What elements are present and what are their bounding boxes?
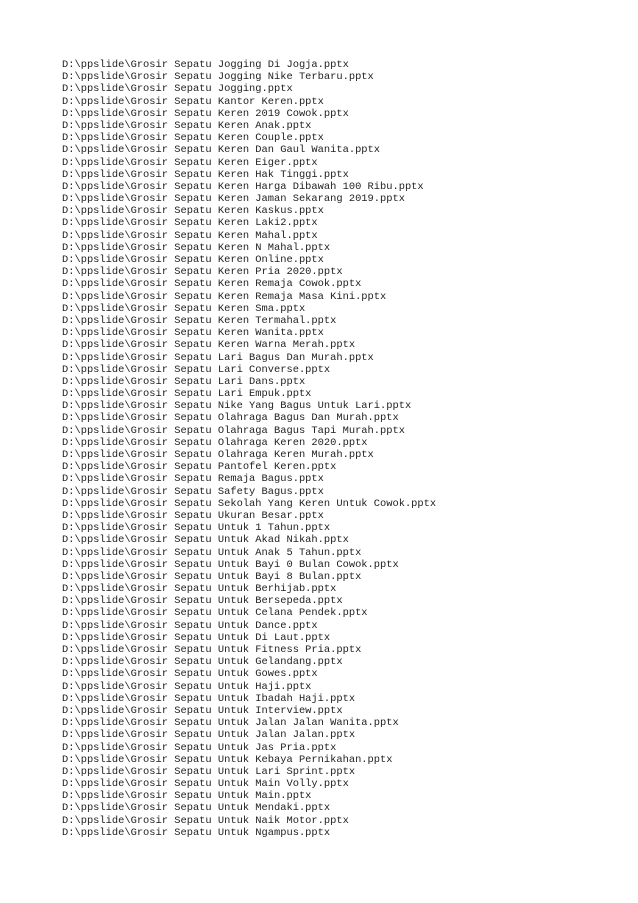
- file-path-line: D:\ppslide\Grosir Sepatu Untuk Lari Sprint.pptx: [62, 765, 356, 778]
- file-path-line: D:\ppslide\Grosir Sepatu Keren Kaskus.pptx: [62, 205, 324, 218]
- file-path-line: D:\ppslide\Grosir Sepatu Sekolah Yang Keren Untuk Cowok.pptx: [62, 497, 437, 510]
- file-path-line: D:\ppslide\Grosir Sepatu Keren Harga Dibawah 100 Ribu.pptx: [62, 180, 424, 193]
- file-path-line: D:\ppslide\Grosir Sepatu Lari Empuk.pptx: [62, 388, 312, 401]
- file-path-line: D:\ppslide\Grosir Sepatu Keren Remaja Cowok.pptx: [62, 278, 362, 291]
- file-path-line: D:\ppslide\Grosir Sepatu Keren Anak.pptx: [62, 119, 312, 132]
- file-path-line: D:\ppslide\Grosir Sepatu Keren Hak Tinggi.pptx: [62, 168, 349, 181]
- file-path-line: D:\ppslide\Grosir Sepatu Jogging.pptx: [62, 83, 293, 96]
- file-path-line: D:\ppslide\Grosir Sepatu Lari Dans.pptx: [62, 375, 306, 388]
- file-path-line: D:\ppslide\Grosir Sepatu Untuk Celana Pendek.pptx: [62, 607, 368, 620]
- file-path-line: D:\ppslide\Grosir Sepatu Untuk Naik Motor.pptx: [62, 814, 349, 827]
- file-path-line: D:\ppslide\Grosir Sepatu Keren Pria 2020.pptx: [62, 266, 343, 279]
- file-path-line: D:\ppslide\Grosir Sepatu Ukuran Besar.pptx: [62, 509, 324, 522]
- file-path-line: D:\ppslide\Grosir Sepatu Untuk Fitness Pria.pptx: [62, 644, 362, 656]
- file-path-line: D:\ppslide\Grosir Sepatu Untuk Jas Pria.pptx: [62, 741, 337, 754]
- file-path-line: D:\ppslide\Grosir Sepatu Untuk Gowes.pptx: [62, 668, 318, 681]
- file-path-line: D:\ppslide\Grosir Sepatu Keren Remaja Masa Kini.pptx: [62, 290, 387, 303]
- file-path-line: D:\ppslide\Grosir Sepatu Untuk Ngampus.pptx: [62, 826, 331, 839]
- file-path-line: D:\ppslide\Grosir Sepatu Keren N Mahal.pptx: [62, 241, 331, 254]
- file-path-line: D:\ppslide\Grosir Sepatu Keren Eiger.pptx: [62, 156, 318, 169]
- file-path-line: D:\ppslide\Grosir Sepatu Keren Warna Merah.pptx: [62, 339, 356, 352]
- file-path-line: D:\ppslide\Grosir Sepatu Keren 2019 Cowok.pptx: [62, 107, 349, 120]
- file-path-line: D:\ppslide\Grosir Sepatu Keren Wanita.pptx: [62, 327, 324, 340]
- file-path-line: D:\ppslide\Grosir Sepatu Remaja Bagus.pptx: [62, 473, 324, 486]
- file-path-line: D:\ppslide\Grosir Sepatu Untuk Main Volly.pptx: [62, 778, 349, 791]
- file-path-line: D:\ppslide\Grosir Sepatu Untuk Haji.pptx: [62, 680, 312, 693]
- file-path-line: D:\ppslide\Grosir Sepatu Untuk Bersepeda.pptx: [62, 595, 343, 608]
- file-path-line: D:\ppslide\Grosir Sepatu Untuk Di Laut.pptx: [62, 631, 331, 644]
- file-path-line: D:\ppslide\Grosir Sepatu Olahraga Bagus Dan Murah.pptx: [62, 412, 399, 425]
- file-path-line: D:\ppslide\Grosir Sepatu Safety Bagus.pptx: [62, 485, 324, 498]
- file-path-line: D:\ppslide\Grosir Sepatu Jogging Di Jogja.pptx: [62, 59, 349, 71]
- file-path-line: D:\ppslide\Grosir Sepatu Untuk Ibadah Haji.pptx: [62, 692, 356, 705]
- file-path-line: D:\ppslide\Grosir Sepatu Untuk Jalan Jalan Wanita.pptx: [62, 717, 399, 730]
- file-path-line: D:\ppslide\Grosir Sepatu Keren Sma.pptx: [62, 302, 306, 315]
- file-path-line: D:\ppslide\Grosir Sepatu Keren Laki2.pptx: [62, 217, 318, 230]
- file-path-line: D:\ppslide\Grosir Sepatu Untuk Jalan Jalan.pptx: [62, 729, 356, 742]
- file-path-line: D:\ppslide\Grosir Sepatu Lari Bagus Dan Murah.pptx: [62, 351, 374, 364]
- file-path-line: D:\ppslide\Grosir Sepatu Keren Mahal.pptx: [62, 229, 318, 242]
- file-path-line: D:\ppslide\Grosir Sepatu Jogging Nike Terbaru.pptx: [62, 71, 374, 84]
- file-path-line: D:\ppslide\Grosir Sepatu Untuk Bayi 0 Bulan Cowok.pptx: [62, 558, 399, 571]
- file-path-line: D:\ppslide\Grosir Sepatu Untuk Gelandang.pptx: [62, 656, 343, 669]
- file-path-list: [62, 59, 436, 839]
- file-path-line: D:\ppslide\Grosir Sepatu Olahraga Keren Murah.pptx: [62, 449, 374, 461]
- file-path-line: D:\ppslide\Grosir Sepatu Pantofel Keren.pptx: [62, 461, 337, 474]
- file-path-line: D:\ppslide\Grosir Sepatu Keren Couple.pptx: [62, 132, 324, 145]
- file-path-line: D:\ppslide\Grosir Sepatu Untuk Main.pptx: [62, 790, 312, 803]
- file-path-line: D:\ppslide\Grosir Sepatu Kantor Keren.pptx: [62, 95, 324, 108]
- file-path-line: D:\ppslide\Grosir Sepatu Olahraga Bagus Tapi Murah.pptx: [62, 424, 405, 437]
- file-path-line: D:\ppslide\Grosir Sepatu Keren Termahal.pptx: [62, 314, 337, 327]
- file-path-line: D:\ppslide\Grosir Sepatu Untuk Dance.pptx: [62, 619, 318, 632]
- file-path-line: D:\ppslide\Grosir Sepatu Untuk Kebaya Pernikahan.pptx: [62, 753, 393, 766]
- file-path-line: D:\ppslide\Grosir Sepatu Untuk Bayi 8 Bulan.pptx: [62, 570, 362, 583]
- file-path-line: D:\ppslide\Grosir Sepatu Untuk Interview.pptx: [62, 704, 343, 717]
- file-path-line: D:\ppslide\Grosir Sepatu Untuk Akad Nikah.pptx: [62, 534, 349, 547]
- file-path-line: D:\ppslide\Grosir Sepatu Keren Dan Gaul Wanita.pptx: [62, 144, 381, 157]
- file-path-line: D:\ppslide\Grosir Sepatu Keren Jaman Sekarang 2019.pptx: [62, 193, 405, 206]
- file-path-line: D:\ppslide\Grosir Sepatu Nike Yang Bagus Untuk Lari.pptx: [62, 400, 412, 413]
- file-path-line: D:\ppslide\Grosir Sepatu Lari Converse.pptx: [62, 363, 331, 376]
- file-path-line: D:\ppslide\Grosir Sepatu Untuk Mendaki.pptx: [62, 802, 331, 815]
- file-path-line: D:\ppslide\Grosir Sepatu Untuk 1 Tahun.pptx: [62, 522, 331, 535]
- file-path-line: D:\ppslide\Grosir Sepatu Untuk Anak 5 Tahun.pptx: [62, 546, 362, 559]
- file-path-line: D:\ppslide\Grosir Sepatu Keren Online.pptx: [62, 254, 324, 266]
- file-path-line: D:\ppslide\Grosir Sepatu Olahraga Keren 2020.pptx: [62, 436, 368, 449]
- file-path-line: D:\ppslide\Grosir Sepatu Untuk Berhijab.pptx: [62, 583, 337, 596]
